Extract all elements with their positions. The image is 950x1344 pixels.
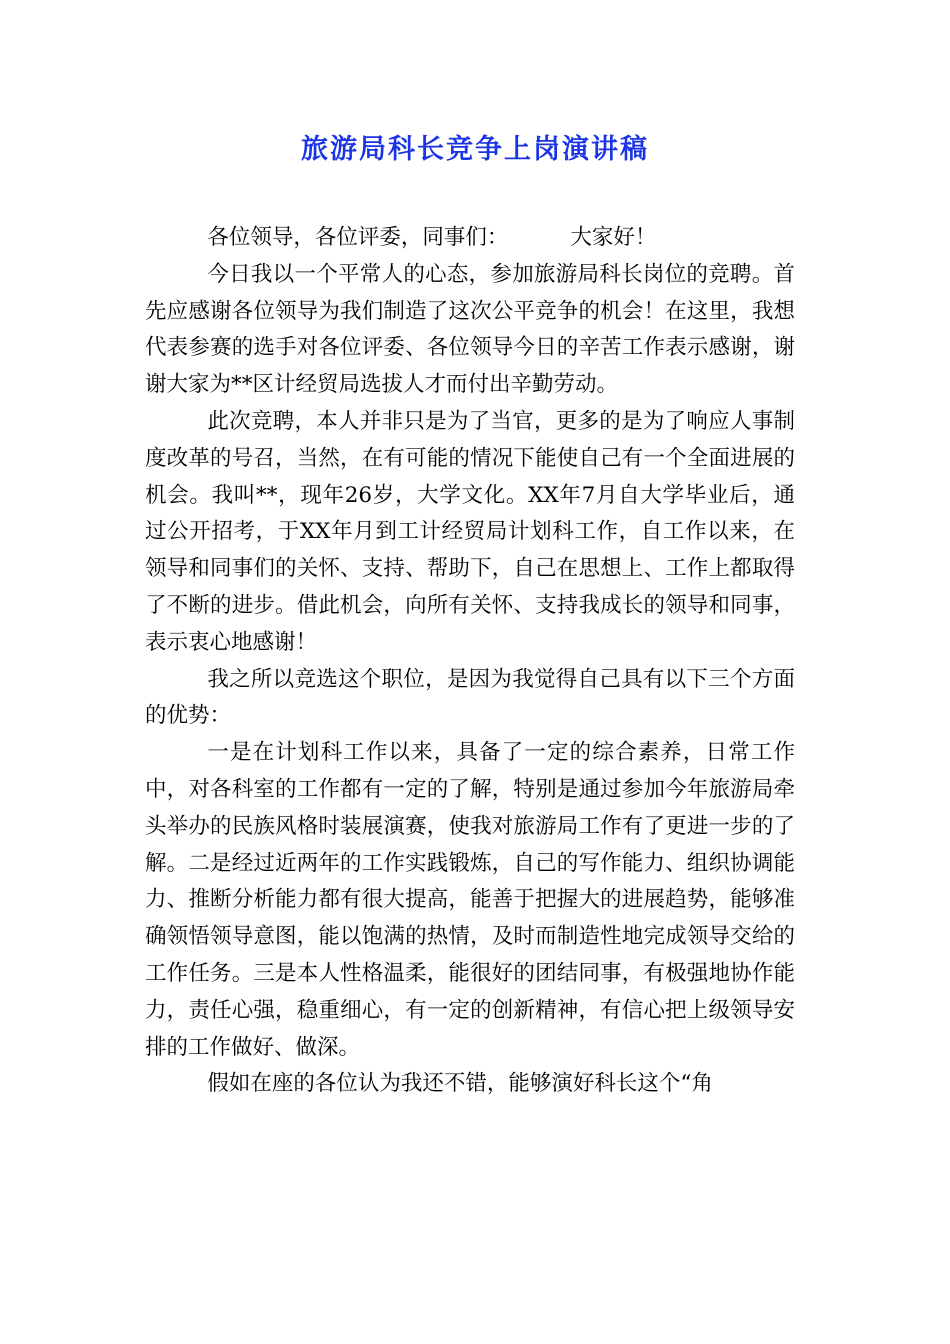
paragraph: 一是在计划科工作以来，具备了一定的综合素养，日常工作中，对各科室的工作都有一定的了解，特别是通过参加今年旅游局牵头举办的民族风格时装展演赛，使我对旅游局工作有了更进一步的了解。二是经过近两年的工作实践锻炼，自己的写作能力、组织协调能力、推断分析能力都有很大提高，能善于把握大的进展趋势，能够准确领悟领导意图，能以饱满的热情，及时而制造性地完成领导交给的工作任务。三是本人性格温柔，能很好的团结同事，有极强地协作能力，责任心强，稳重细心，有一定的创新精神，有信心把上级领导安排的工作做好、做深。 [145,740,795,1060]
paragraph: 今日我以一个平常人的心态，参加旅游局科长岗位的竞聘。首先应感谢各位领导为我们制造了这次公平竞争的机会！在这里，我想代表参赛的选手对各位评委、各位领导今日的辛苦工作表示感谢，谢谢大家为**区计经贸局选拔人才而付出辛勤劳动。 [145,261,795,398]
greeting-paragraph [145,220,795,257]
paragraph: 此次竞聘，本人并非只是为了当官，更多的是为了响应人事制度改革的号召，当然，在有可能的情况下能使自己有一个全面进展的机会。我叫**，现年26岁，大学文化。XX年7月自大学毕业后，通过公开招考，于XX年月到工计经贸局计划科工作，自工作以来，在领导和同事们的关怀、支持、帮助下，自己在思想上、工作上都取得了不断的进步。借此机会，向所有关怀、支持我成长的领导和同事，表示衷心地感谢！ [145,408,795,655]
greeting-salutation: 各位领导，各位评委，同事们： [207,225,509,250]
paragraph: 我之所以竞选这个职位，是因为我觉得自己具有以下三个方面的优势： [145,666,795,729]
paragraph: 假如在座的各位认为我还不错，能够演好科长这个“角 [207,1071,713,1097]
document-body [145,220,795,1103]
greeting-hello: 大家好！ [570,225,657,250]
document-title: 旅游局科长竞争上岗演讲稿 [301,134,649,165]
